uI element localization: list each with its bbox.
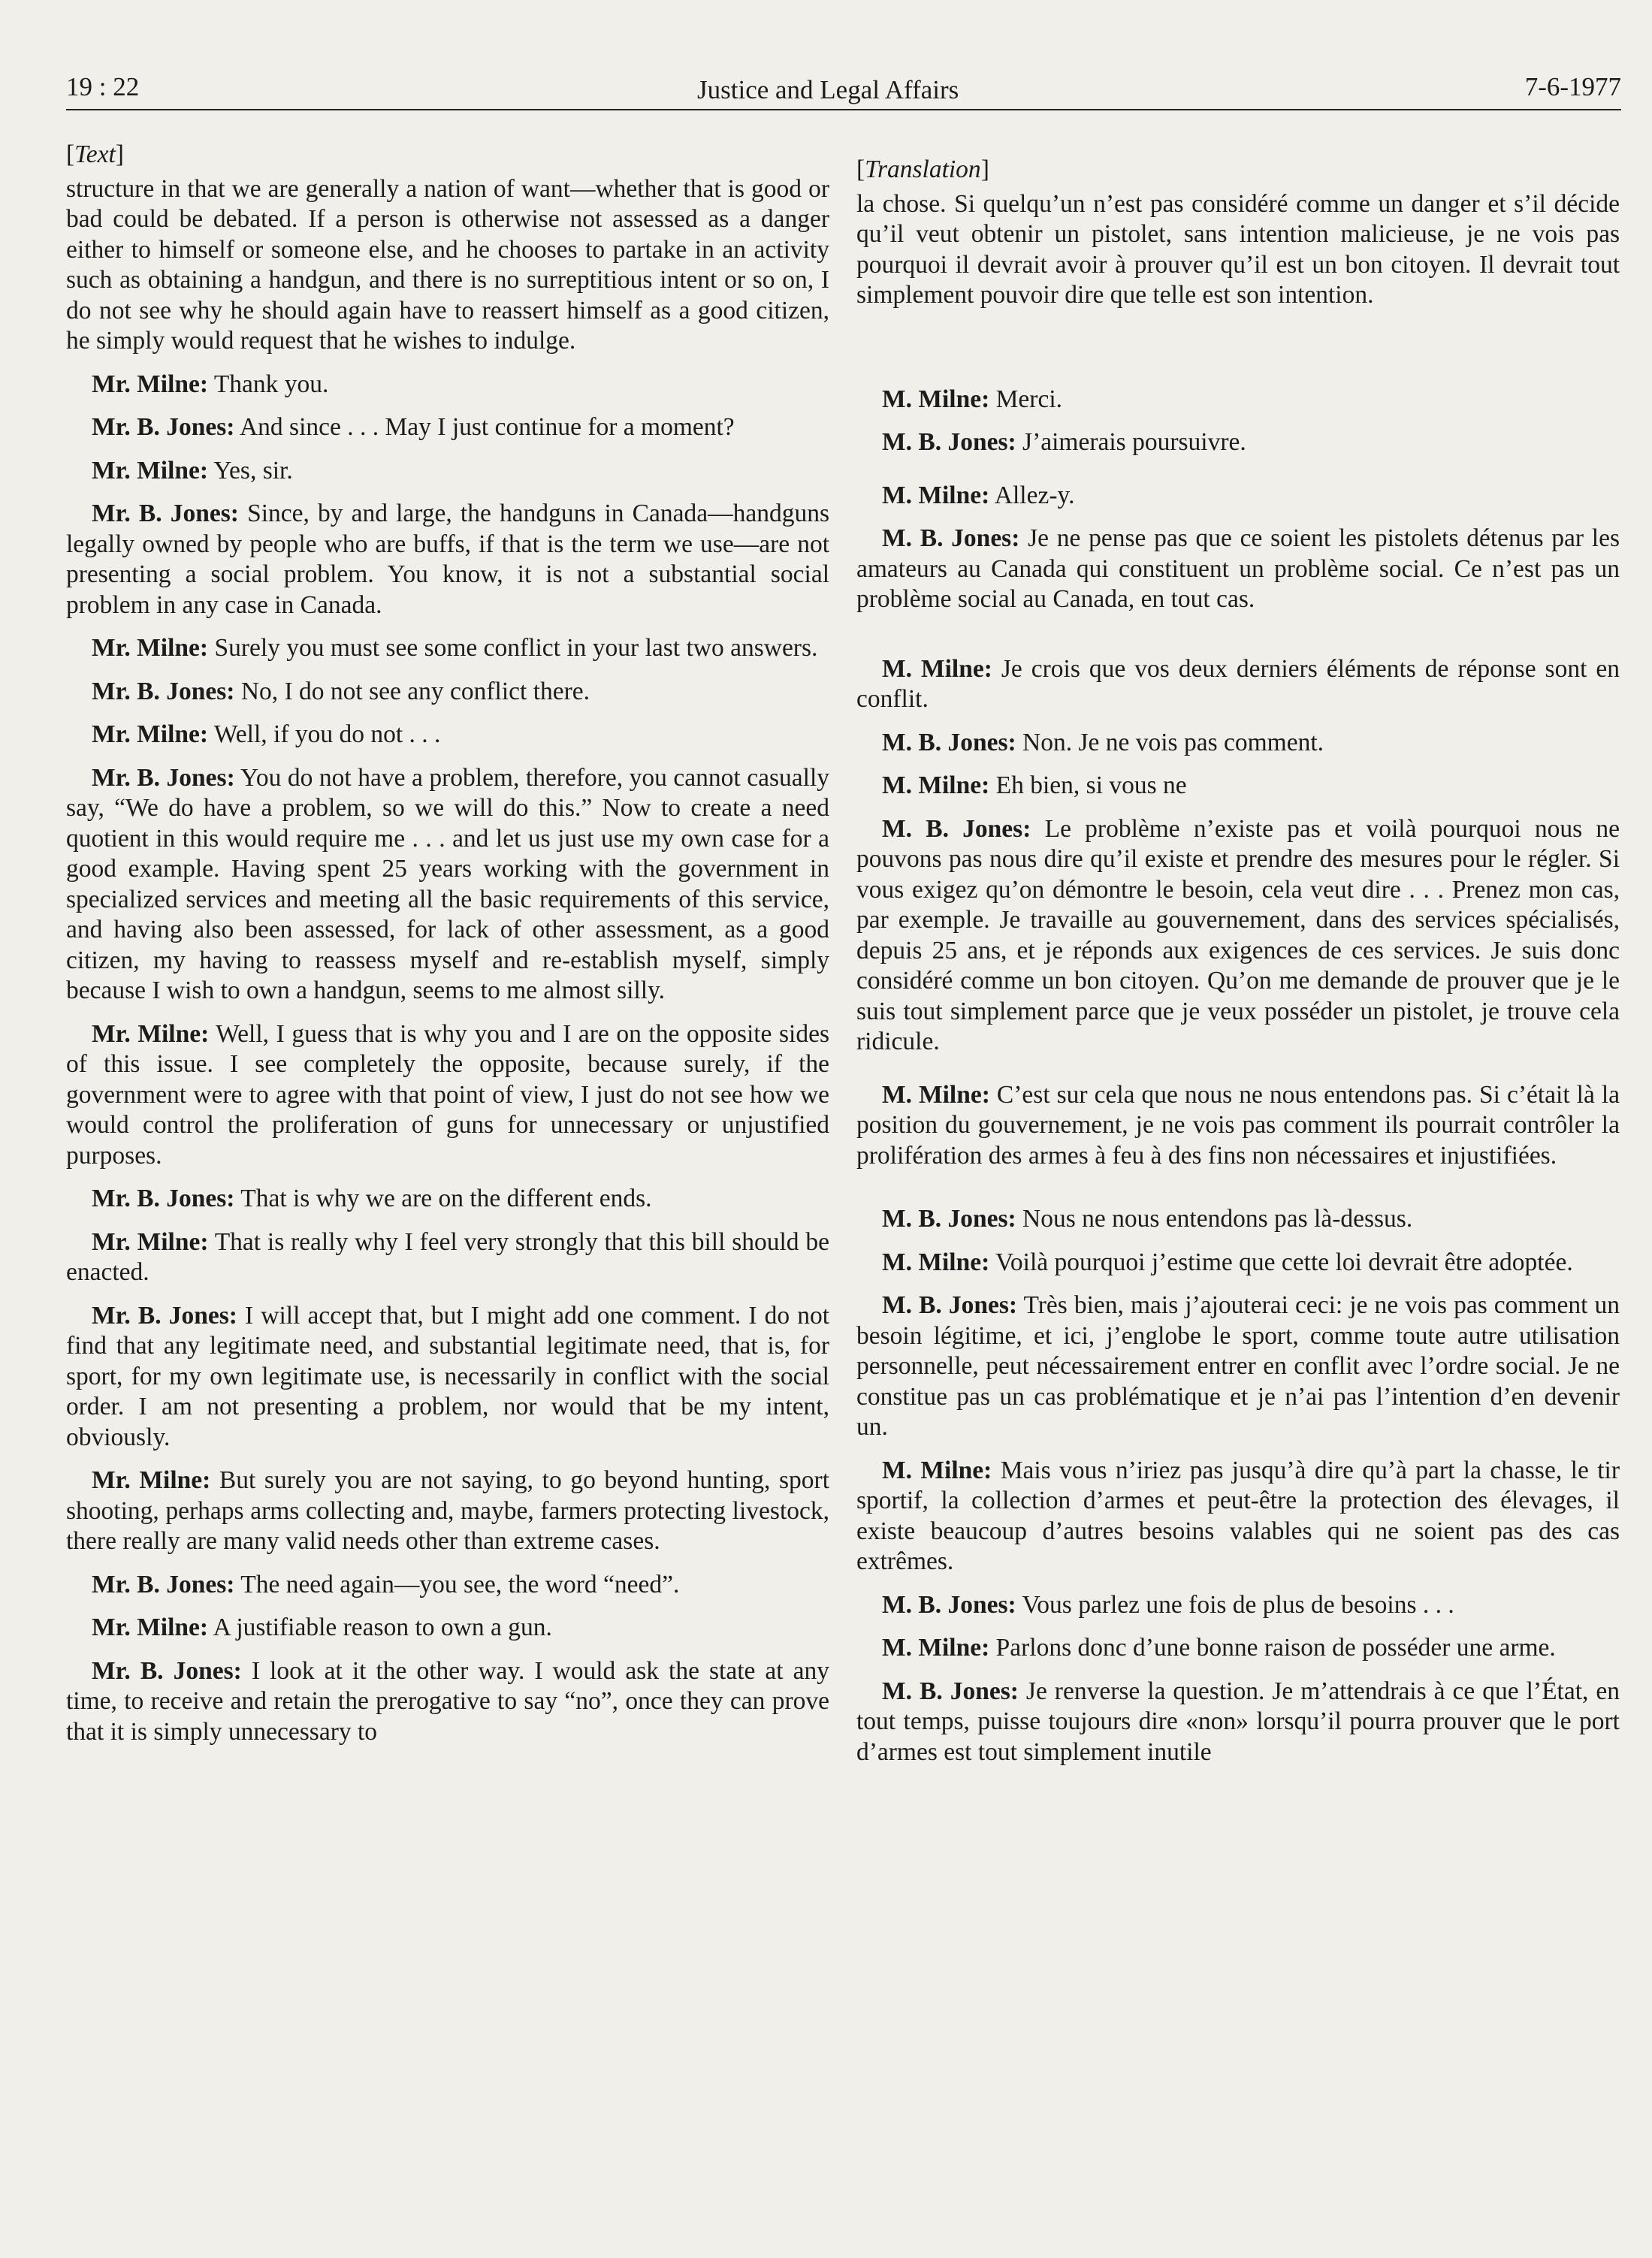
speech-paragraph (66, 677, 829, 708)
speaker-name: Mr. B. Jones: (92, 413, 235, 441)
continuation-paragraph (856, 189, 1620, 311)
speech-text: Non. Je ne vois pas comment. (1022, 728, 1324, 756)
speaker-name: M. B. Jones: (882, 728, 1016, 756)
speech-paragraph (66, 1184, 829, 1215)
speech-text: A justifiable reason to own a gun. (213, 1614, 552, 1641)
speaker-name: Mr. Milne: (92, 1019, 210, 1048)
speech-paragraph (856, 814, 1620, 1058)
speech-text: Well, if you do not . . . (213, 720, 441, 748)
speaker-name: M. Milne: (882, 481, 990, 509)
section-marker: [Text] (66, 140, 124, 168)
speech-paragraph (856, 524, 1620, 615)
section-marker: [Translation] (856, 155, 989, 183)
speech-paragraph (856, 728, 1620, 759)
speaker-name: M. Milne: (882, 1080, 990, 1109)
page-header (66, 66, 1621, 105)
speech-text: Nous ne nous entendons pas là-dessus. (1022, 1205, 1413, 1233)
speech-paragraph (66, 1570, 829, 1601)
speech-paragraph (66, 720, 829, 750)
speaker-name: M. Milne: (882, 385, 990, 413)
speech-text: Je ne pense pas que ce soient les pistolets détenus par les amateurs au Canada qui constituent un problème social. Ce n’est pas un problème social au Canada, en tout cas. (856, 524, 1620, 613)
speaker-name: Mr. B. Jones: (92, 763, 235, 792)
speech-text: Je crois que vos deux derniers éléments de réponse sont en conflit. (856, 654, 1620, 713)
speaker-name: M. Milne: (882, 771, 990, 799)
speech-paragraph (856, 427, 1620, 458)
speaker-name: Mr. Milne: (92, 1614, 209, 1641)
speaker-name: M. B. Jones: (882, 1205, 1016, 1233)
speech-text: Surely you must see some conflict in your last two answers. (214, 634, 818, 662)
speaker-name: M. B. Jones: (882, 1677, 1019, 1705)
speech-paragraph (856, 1248, 1620, 1278)
speech-text: Le problème n’existe pas et voilà pourquoi nous ne pouvons pas nous dire qu’il existe et prendre des mesures pour le régler. Si vous exigez qu’on démontre le besoin, cela veut dire . . . Prenez mon cas, par exemple. Je travaille au gouvernement, dans des services spécialisés, depuis 25 ans, et je réponds aux exigences de ces services. Je suis donc considéré comme un bon citoyen. Qu’on me demande de prouver que je le suis tout simplement parce que je veux posséder un pistolet, je trouve cela ridicule. (856, 814, 1620, 1055)
speech-text: No, I do not see any conflict there. (240, 677, 590, 705)
speaker-name: Mr. B. Jones: (92, 1656, 242, 1685)
speech-paragraph (66, 499, 829, 620)
speech-text: I will accept that, but I might add one comment. I do not find that any legitimate need, and substantial legitimate need, that is, for sport, for my own legitimate use, is necessarily in conflict with the social order. I am not presenting a problem, nor would that be my intent, obviously. (66, 1301, 829, 1451)
speech-text: Well, I guess that is why you and I are on the opposite sides of this issue. I see completely the opposite, because surely, if the government were to agree with that point of view, I just do not see how we would control the proliferation of guns for unnecessary or unjustified purposes. (66, 1019, 830, 1170)
speech-paragraph (66, 456, 829, 487)
speech-text: Allez-y. (994, 481, 1075, 509)
speech-text: Parlons donc d’une bonne raison de posséder une arme. (995, 1634, 1556, 1662)
speech-text: Merci. (995, 385, 1063, 413)
english-column (66, 140, 829, 1760)
page-number: 19 : 22 (66, 72, 140, 101)
speech-paragraph (66, 763, 829, 1007)
speech-text: Eh bien, si vous ne (995, 771, 1187, 799)
speaker-name: M. B. Jones: (882, 814, 1031, 843)
speech-paragraph (66, 1466, 829, 1557)
speech-text: Voilà pourquoi j’estime que cette loi devrait être adoptée. (995, 1248, 1573, 1276)
speech-text: Since, by and large, the handguns in Canada—handguns legally owned by people who are buffs, if that is the term we use—are not presenting a social problem. You know, it is not a substantial social problem in any case in Canada. (66, 500, 830, 619)
speech-text: Je renverse la question. Je m’attendrais à ce que l’État, en tout temps, puisse toujours dire «non» lorsqu’il pourra prouver que le port d’armes est tout simplement inutile (856, 1677, 1620, 1766)
speaker-name: M. Milne: (882, 654, 992, 683)
speaker-name: Mr. B. Jones: (92, 1301, 237, 1330)
page-date: 7-6-1977 (1524, 72, 1621, 101)
speech-text: But surely you are not saying, to go beyond hunting, sport shooting, perhaps arms collecting and, maybe, farmers protecting livestock, there really are many valid needs other than extreme cases. (66, 1466, 830, 1555)
speech-text: You do not have a problem, therefore, you cannot casually say, “We do have a problem, so we will do this.” Now to create a need quotient in this would require me . . . and let us just use my own case for a good example. Having spent 25 years working with the government in specialized services and meeting all the basic requirements of this service, and having also been assessed, for lack of other assessment, as a good citizen, my having to reassess myself and re-establish myself, simply because I wish to own a handgun, seems to me almost silly. (66, 763, 829, 1004)
speech-text: la chose. Si quelqu’un n’est pas considéré comme un danger et s’il décide qu’il veut obtenir un pistolet, sans intention malicieuse, je ne vois pas pourquoi il devrait avoir à prouver qu’il est un bon citoyen. Il devrait tout simplement pouvoir dire que telle est son intention. (856, 189, 1620, 309)
english-body (66, 174, 829, 1748)
speaker-name: Mr. B. Jones: (92, 500, 239, 527)
speaker-name: Mr. Milne: (92, 1466, 211, 1494)
speech-paragraph (856, 385, 1620, 415)
speech-paragraph (856, 1291, 1620, 1443)
speaker-name: M. Milne: (882, 1248, 990, 1276)
french-column (856, 155, 1620, 1780)
speech-paragraph (66, 1656, 829, 1748)
speaker-name: Mr. B. Jones: (92, 1185, 235, 1212)
speech-paragraph (856, 1590, 1620, 1621)
header-rule (66, 109, 1621, 110)
speaker-name: Mr. Milne: (92, 456, 209, 485)
speech-text: Mais vous n’iriez pas jusqu’à dire qu’à part la chasse, le tir sportif, la collection d’armes et peut-être la protection des élevages, il existe beaucoup d’autres besoins valables qui ne soient pas des cas extrêmes. (856, 1456, 1620, 1575)
speaker-name: Mr. B. Jones: (92, 1570, 235, 1598)
speech-paragraph (66, 1227, 829, 1288)
speaker-name: M. B. Jones: (882, 428, 1016, 456)
marker-label: Text (74, 140, 116, 168)
speaker-name: Mr. Milne: (92, 634, 209, 662)
speech-paragraph (856, 1633, 1620, 1664)
speaker-name: M. B. Jones: (882, 524, 1020, 552)
speaker-name: Mr. Milne: (92, 720, 209, 748)
speech-text: Thank you. (213, 370, 329, 398)
speech-text: J’aimerais poursuivre. (1022, 428, 1246, 456)
speaker-name: M. B. Jones: (882, 1291, 1018, 1319)
speech-paragraph (856, 1080, 1620, 1172)
speaker-name: Mr. Milne: (92, 370, 209, 398)
speech-paragraph (856, 481, 1620, 512)
speech-text: structure in that we are generally a nation of want—whether that is good or bad could be debated. If a person is otherwise not assessed as a danger either to himself or someone else, and he chooses to partake in an activity such as obtaining a handgun, and there is no surreptitious intent or so on, I do not see why he should again have to reassert himself as a good citizen, he simply would request that he wishes to indulge. (66, 174, 829, 355)
speech-paragraph (856, 1204, 1620, 1235)
speech-text: I look at it the other way. I would ask the state at any time, to receive and retain the prerogative to say “no”, once they can prove that it is simply unnecessary to (66, 1656, 830, 1746)
speech-text: Très bien, mais j’ajouterai ceci: je ne vois pas comment un besoin légitime, et ici, j’englobe le sport, comme toute autre utilisation personnelle, peut nécessairement entrer en conflit avec l’ordre social. Je ne constitue pas un cas problématique et je n’ai pas l’intention d’en devenir un. (856, 1291, 1620, 1441)
speaker-name: Mr. Milne: (92, 1227, 209, 1256)
speech-paragraph (856, 1677, 1620, 1768)
french-body (856, 189, 1620, 1768)
speech-paragraph (856, 654, 1620, 715)
speech-text: That is really why I feel very strongly that this bill should be enacted. (66, 1227, 829, 1286)
speech-text: The need again—you see, the word “need”. (240, 1570, 680, 1598)
speaker-name: M. Milne: (882, 1634, 990, 1662)
speech-paragraph (66, 1301, 829, 1454)
marker-label: Translation (865, 155, 981, 183)
speaker-name: M. Milne: (882, 1456, 992, 1484)
speech-paragraph (856, 1456, 1620, 1577)
running-title: Justice and Legal Affairs (697, 75, 959, 104)
speech-paragraph (856, 771, 1620, 801)
speaker-name: Mr. B. Jones: (92, 677, 235, 705)
speech-paragraph (66, 1019, 829, 1172)
speech-text: Vous parlez une fois de plus de besoins . . . (1022, 1590, 1454, 1619)
speech-paragraph (66, 1613, 829, 1644)
speech-paragraph (66, 633, 829, 664)
speech-text: That is why we are on the different ends. (240, 1185, 652, 1212)
speech-text: And since . . . May I just continue for a moment? (239, 413, 735, 441)
speech-text: C’est sur cela que nous ne nous entendons pas. Si c’était là la position du gouvernement, je ne vois pas comment ils pourrait contrôler la prolifération des armes à feu à des fins non nécessaires et injustifiées. (856, 1080, 1620, 1170)
continuation-paragraph (66, 174, 829, 357)
speech-paragraph (66, 412, 829, 443)
speech-text: Yes, sir. (213, 456, 293, 485)
speaker-name: M. B. Jones: (882, 1590, 1016, 1619)
speech-paragraph (66, 370, 829, 400)
